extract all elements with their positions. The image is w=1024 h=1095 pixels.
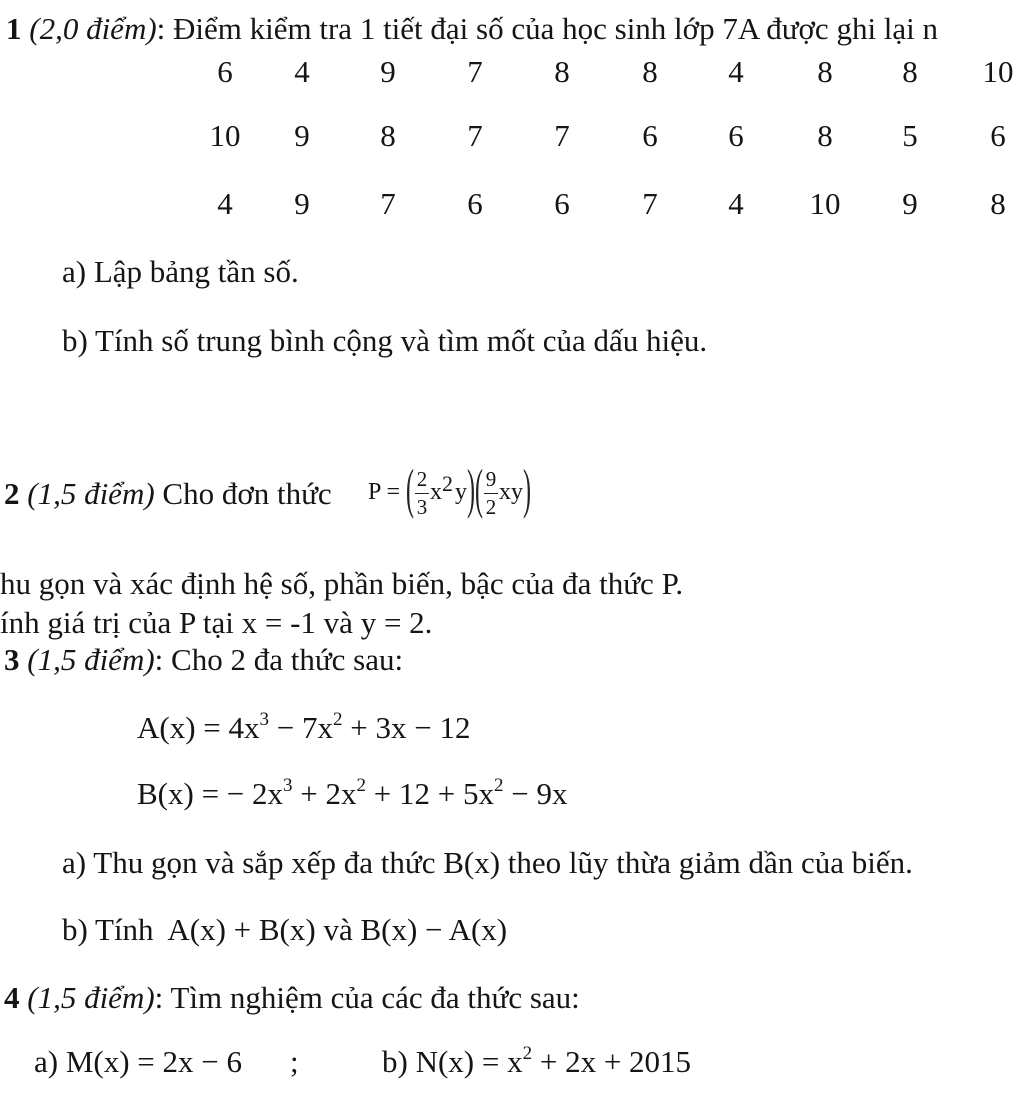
exponent: 2 (522, 1043, 533, 1064)
score-cell: 8 (380, 118, 396, 153)
poly-N-term: b) N(x) = x (382, 1044, 523, 1079)
formula-lhs: P = (368, 479, 400, 506)
score-cell: 6 (554, 186, 570, 221)
score-cell: 6 (642, 118, 658, 153)
q2-part-b: ính giá trị của P tại x = -1 và y = 2. (0, 605, 433, 640)
fraction-1-denominator: 3 (416, 494, 428, 519)
q4-heading (4, 980, 580, 1016)
score-cell: 7 (554, 118, 570, 153)
var-xy: xy (499, 479, 523, 506)
score-cell: 9 (902, 186, 918, 221)
q4-part-a: a) M(x) = 2x − 6 (34, 1044, 243, 1079)
score-cell: 4 (728, 186, 744, 221)
fraction-2 (484, 466, 498, 519)
separator: ; (290, 1044, 299, 1079)
difference-expression: B(x) − A(x) (360, 912, 508, 947)
exponent: 2 (356, 775, 367, 796)
score-cell: 10 (982, 54, 1014, 89)
score-cell: 8 (817, 118, 833, 153)
left-paren: ( (406, 461, 414, 522)
q4-prompt: : Tìm nghiệm của các đa thức sau: (154, 980, 580, 1015)
fraction-2-numerator: 9 (485, 466, 497, 491)
q2-prompt: Cho đơn thức (162, 476, 332, 511)
score-cell: 4 (728, 54, 744, 89)
score-cell: 6 (728, 118, 744, 153)
poly-A-term: + 3x − 12 (342, 710, 471, 745)
q3-points: (1,5 điểm) (27, 642, 155, 677)
score-cell: 7 (467, 118, 483, 153)
fraction-bar (415, 493, 429, 494)
q2-points: (1,5 điểm) (27, 476, 155, 511)
q2-heading (4, 476, 332, 512)
poly-B-term: + 12 + 5x (366, 776, 494, 811)
q3-heading (4, 642, 403, 678)
score-cell: 7 (642, 186, 658, 221)
exponent: 2 (333, 709, 343, 730)
fraction-bar (484, 493, 498, 494)
q2-monomial-formula (368, 461, 531, 522)
right-paren: ) (523, 461, 531, 522)
poly-A-term: A(x) = 4x (137, 710, 260, 745)
score-cell: 9 (294, 186, 310, 221)
score-cell: 9 (294, 118, 310, 153)
score-cell: 8 (642, 54, 658, 89)
poly-B-term: − 9x (503, 776, 568, 811)
q4-part-b (382, 1044, 691, 1080)
part-b-label: b) Tính (62, 912, 154, 947)
q2-number: 2 (4, 476, 20, 511)
score-cell: 9 (380, 54, 396, 89)
score-cell: 8 (990, 186, 1006, 221)
score-cell: 5 (902, 118, 918, 153)
q1-points: (2,0 điểm) (29, 11, 157, 46)
var-x: x (430, 479, 442, 506)
score-cell: 6 (990, 118, 1006, 153)
fraction-1-numerator: 2 (416, 466, 428, 491)
var-y: y (455, 479, 467, 506)
q1-part-b: b) Tính số trung bình cộng và tìm mốt của dấu hiệu. (62, 323, 708, 358)
q1-heading (6, 11, 938, 47)
score-cell: 7 (380, 186, 396, 221)
q4-number: 4 (4, 980, 20, 1015)
exponent: 2 (442, 471, 453, 497)
score-cell: 4 (217, 186, 233, 221)
q3-prompt: : Cho 2 đa thức sau: (154, 642, 404, 677)
score-cell: 6 (217, 54, 233, 89)
poly-N-term: + 2x + 2015 (532, 1044, 692, 1079)
polynomial-B (137, 776, 567, 812)
left-paren: ( (475, 461, 483, 522)
score-cell: 4 (294, 54, 310, 89)
score-cell: 8 (902, 54, 918, 89)
q1-prompt: : Điểm kiểm tra 1 tiết đại số của học sinh lớp 7A được ghi lại n (156, 11, 939, 46)
conjunction: và (323, 912, 353, 947)
q4-points: (1,5 điểm) (27, 980, 155, 1015)
exponent: 3 (283, 775, 293, 796)
right-paren: ) (467, 461, 475, 522)
polynomial-A (137, 710, 470, 746)
poly-B-term: B(x) = − 2x (137, 776, 284, 811)
score-cell: 8 (817, 54, 833, 89)
score-cell: 10 (809, 186, 841, 221)
score-cell: 7 (467, 54, 483, 89)
score-cell: 6 (467, 186, 483, 221)
q1-part-a: a) Lập bảng tần số. (62, 254, 299, 289)
q1-number: 1 (6, 11, 22, 46)
score-cell: 8 (554, 54, 570, 89)
exponent: 2 (494, 775, 504, 796)
score-cell: 10 (209, 118, 241, 153)
fraction-2-denominator: 2 (485, 494, 497, 519)
poly-B-term: + 2x (292, 776, 357, 811)
q3-part-a: a) Thu gọn và sắp xếp đa thức B(x) theo lũy thừa giảm dần của biến. (62, 845, 913, 880)
exponent: 3 (259, 709, 270, 730)
poly-A-term: − 7x (269, 710, 334, 745)
q2-part-a: hu gọn và xác định hệ số, phần biến, bậc của đa thức P. (0, 566, 684, 601)
sum-expression: A(x) + B(x) (167, 912, 316, 947)
fraction-1 (415, 466, 429, 519)
q3-number: 3 (4, 642, 20, 677)
q3-part-b (62, 912, 507, 948)
